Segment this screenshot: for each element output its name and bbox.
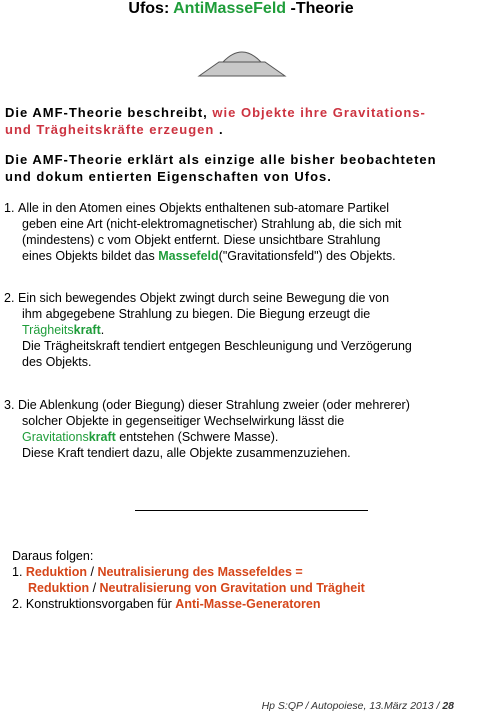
item2-line4: Die Trägheitskraft tendiert entgegen Beschleunigung und Verzögerung — [22, 339, 412, 353]
intro1-end: . — [214, 122, 224, 137]
conclusion-item2-number: 2. — [12, 597, 26, 611]
sep-2: / — [89, 581, 100, 595]
conclusion-heading: Daraus folgen: — [12, 549, 94, 563]
conclusion-item-2 — [12, 596, 472, 612]
item3-line3-end: entstehen (Schwere Masse). — [115, 430, 279, 444]
item1-line4 — [18, 248, 474, 264]
title-highlight: AntiMasseFeld — [173, 0, 287, 17]
item2-kraft: kraft — [73, 323, 101, 337]
item1-line1: Alle in den Atomen eines Objekts enthaltenen sub-atomare Partikel — [18, 201, 390, 215]
item3-line1: Die Ablenkung (oder Biegung) dieser Strahlung zweier (oder mehrerer) — [18, 398, 410, 412]
list-item-2 — [4, 290, 474, 370]
item3-number: 3. — [4, 398, 15, 412]
neutralisierung-massefeld: Neutralisierung des Massefeldes = — [97, 565, 303, 579]
footer — [262, 700, 454, 712]
intro-paragraph-1 — [5, 104, 477, 138]
item2-traegheits: Trägheits — [22, 323, 74, 337]
list-item-1 — [4, 200, 474, 264]
reduktion-2: Reduktion — [28, 581, 90, 595]
item1-line2: geben eine Art (nicht-elektromagnetischer) Strahlung ab, die sich mit — [22, 217, 402, 231]
item2-line5: des Objekts. — [22, 355, 92, 369]
divider-line — [135, 510, 368, 511]
conclusion-item-1-cont — [12, 580, 472, 596]
intro1-highlight-line1: wie Objekte ihre Gravitations- — [212, 105, 426, 120]
item2-line1: Ein sich bewegendes Objekt zwingt durch seine Bewegung die von — [18, 291, 390, 305]
neutralisierung-gravitation: Neutralisierung von Gravitation und Trägheit — [99, 581, 365, 595]
conclusion-item1-number: 1. — [12, 565, 26, 579]
item1-line4-pre: eines Objekts bildet das — [22, 249, 159, 263]
ufo-illustration — [195, 42, 289, 82]
item3-line2: solcher Objekte in gegenseitiger Wechselwirkung lässt die — [22, 414, 345, 428]
intro1-highlight-line2: und Trägheitskräfte erzeugen — [5, 122, 215, 137]
intro1-text: Die AMF-Theorie beschreibt, — [5, 105, 213, 120]
konstruktionsvorgaben: Konstruktionsvorgaben für — [25, 597, 176, 611]
item2-line3-end: . — [100, 323, 105, 337]
list-item-3 — [4, 397, 474, 461]
anti-masse-generatoren: Anti-Masse-Generatoren — [175, 597, 321, 611]
item3-line4: Diese Kraft tendiert dazu, alle Objekte zusammenzuziehen. — [22, 446, 351, 460]
item1-number: 1. — [4, 201, 15, 215]
intro2-line2: und dokum entierten Eigenschaften von Ufos. — [5, 169, 332, 184]
item3-line3 — [18, 429, 474, 445]
conclusion-block — [12, 548, 472, 612]
intro-paragraph-2 — [5, 151, 477, 185]
page-title — [0, 0, 482, 18]
conclusion-item-1 — [12, 564, 472, 580]
title-suffix: -Theorie — [286, 0, 354, 17]
item3-kraft: kraft — [88, 430, 116, 444]
item2-line2: ihm abgegebene Strahlung zu biegen. Die Biegung erzeugt die — [22, 307, 371, 321]
sep-1: / — [87, 565, 98, 579]
page-number: 28 — [442, 700, 454, 712]
reduktion-1: Reduktion — [25, 565, 88, 579]
footer-text: Hp S:QP / Autopoiese, 13.März 2013 / — [261, 700, 443, 712]
item3-gravitations: Gravitations — [22, 430, 89, 444]
item2-number: 2. — [4, 291, 15, 305]
item1-massefeld: Massefeld — [158, 249, 219, 263]
item2-line3 — [18, 322, 474, 338]
title-prefix: Ufos: — [128, 0, 174, 17]
item1-line4-post: ("Gravitationsfeld") des Objekts. — [218, 249, 396, 263]
intro2-line1: Die AMF-Theorie erklärt als einzige alle bisher beobachteten — [5, 152, 437, 167]
item1-line3: (mindestens) c vom Objekt entfernt. Diese unsichtbare Strahlung — [22, 233, 381, 247]
